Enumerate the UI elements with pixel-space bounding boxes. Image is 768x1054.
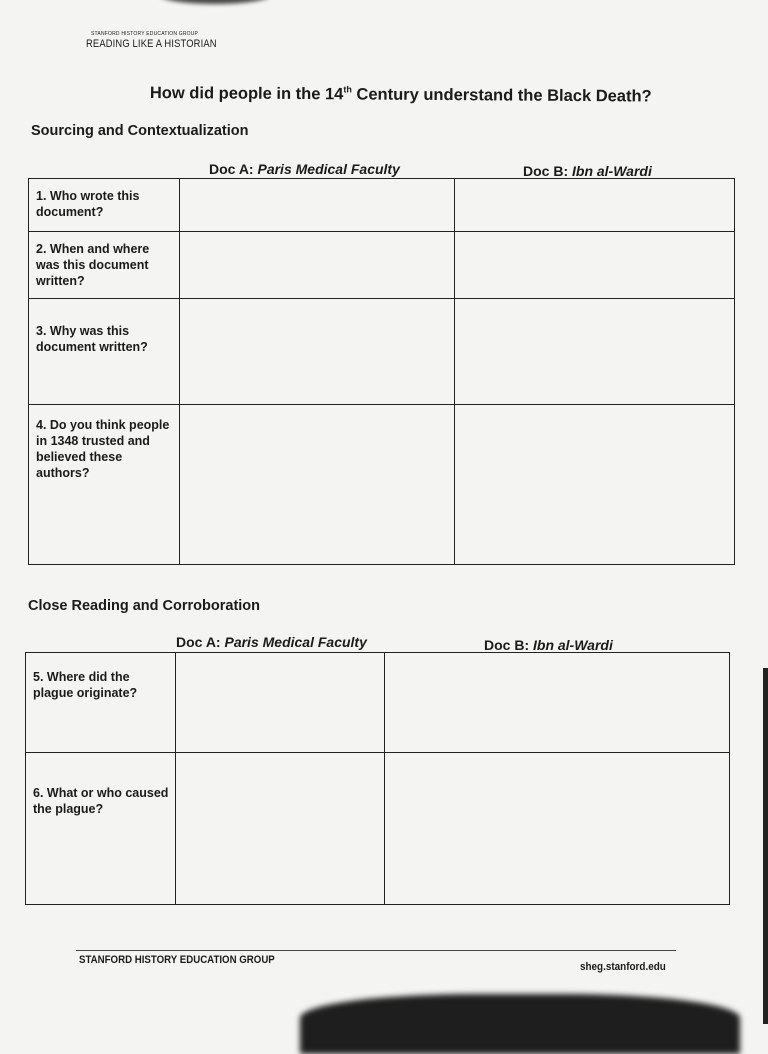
section2-doc-b-header (484, 637, 613, 653)
question-cell: 1. Who wrote this document? (29, 179, 180, 232)
answer-cell-doc-b[interactable] (385, 753, 730, 905)
answer-cell-doc-a[interactable] (180, 232, 455, 299)
title-superscript: th (343, 84, 352, 95)
footer-divider (76, 950, 676, 951)
question-cell: 4. Do you think people in 1348 trusted and believed these authors? (29, 405, 180, 565)
table-row (29, 179, 735, 232)
doc-a-name: Paris Medical Faculty (224, 634, 367, 650)
answer-cell-doc-b[interactable] (455, 232, 735, 299)
answer-cell-doc-a[interactable] (176, 653, 385, 753)
table-row (29, 299, 735, 405)
question-cell: 3. Why was this document written? (29, 299, 180, 405)
doc-b-name: Ibn al-Wardi (533, 637, 613, 653)
table-row (26, 753, 730, 905)
footer-website: sheg.stanford.edu (580, 961, 666, 973)
doc-a-prefix: Doc A: (209, 161, 258, 177)
section2-doc-a-header (176, 634, 367, 650)
scan-shadow-top (160, 0, 270, 4)
answer-cell-doc-b[interactable] (455, 405, 735, 565)
title-text-end: Century understand the Black Death? (351, 85, 652, 106)
worksheet-title (150, 83, 652, 107)
section1-doc-b-header (523, 163, 652, 179)
doc-b-name: Ibn al-Wardi (572, 163, 652, 179)
doc-b-prefix: Doc B: (523, 163, 572, 179)
answer-cell-doc-b[interactable] (385, 653, 730, 753)
doc-b-prefix: Doc B: (484, 637, 533, 653)
footer-organization: STANFORD HISTORY EDUCATION GROUP (79, 954, 275, 966)
doc-a-name: Paris Medical Faculty (257, 161, 400, 177)
logo-org-text: STANFORD HISTORY EDUCATION GROUP (91, 31, 199, 37)
answer-cell-doc-a[interactable] (180, 405, 455, 565)
table-row (26, 653, 730, 753)
question-cell: 6. What or who caused the plague? (26, 753, 176, 905)
scan-shadow-bottom (300, 994, 740, 1054)
answer-cell-doc-a[interactable] (180, 299, 455, 405)
section1-doc-a-header (209, 161, 400, 177)
doc-a-prefix: Doc A: (176, 634, 225, 650)
sourcing-table (28, 178, 735, 565)
section-heading-sourcing: Sourcing and Contextualization (31, 123, 249, 139)
rlh-logo (86, 31, 240, 50)
answer-cell-doc-b[interactable] (455, 179, 735, 232)
corroboration-table (25, 652, 730, 905)
scan-edge-right (763, 668, 768, 1024)
answer-cell-doc-a[interactable] (180, 179, 455, 232)
table-row (29, 405, 735, 565)
logo-main-text: READING LIKE A HISTORIAN (86, 38, 217, 50)
section-heading-close-reading: Close Reading and Corroboration (28, 598, 261, 614)
question-cell: 5. Where did the plague originate? (26, 653, 176, 753)
question-cell: 2. When and where was this document written? (29, 232, 180, 299)
table-row (29, 232, 735, 299)
title-text-start: How did people in the 14 (149, 83, 344, 104)
answer-cell-doc-a[interactable] (176, 753, 385, 905)
answer-cell-doc-b[interactable] (455, 299, 735, 405)
